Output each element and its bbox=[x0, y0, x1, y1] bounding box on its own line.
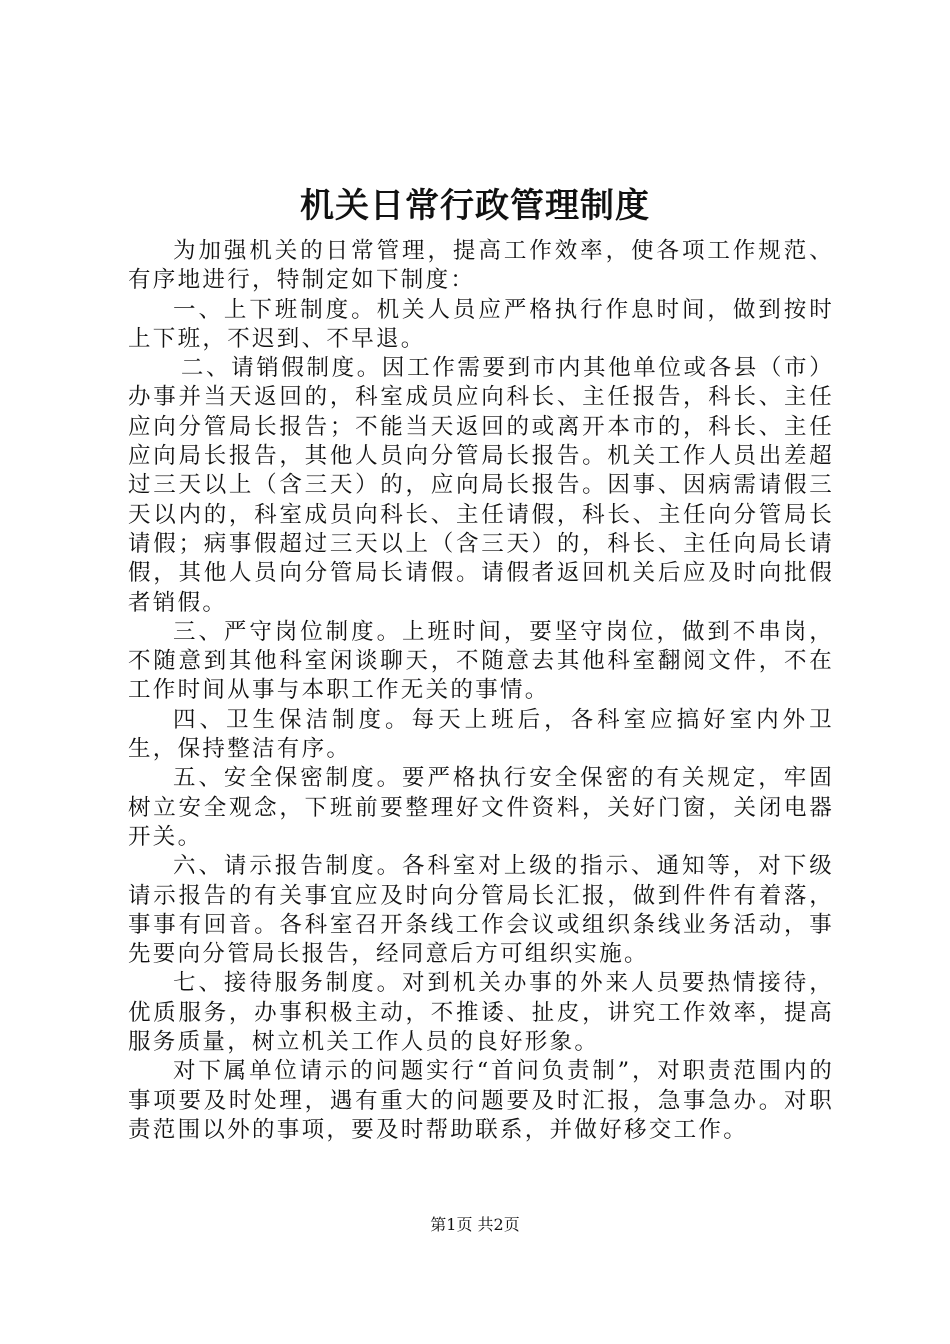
paragraph-leave-requests: 二、请销假制度。因工作需要到市内其他单位或各县（市）办事并当天返回的，科室成员应向科长、主任报告，科长、主任应向分管局长报告；不能当天返回的或离开本市的，科长、主任应向局长报告，其他人员向分管局长报告。机关工作人员出差超过三天以上（含三天）的，应向局长报告。因事、因病需请假三天以内的，科室成员向科长、主任请假，科长、主任向分管局长请假；病事假超过三天以上（含三天）的，科长、主任向局长请假，其他人员向分管局长请假。请假者返回机关后应及时向批假者销假。 bbox=[128, 355, 834, 616]
paragraph-stay-at-post: 三、严守岗位制度。上班时间，要坚守岗位，做到不串岗，不随意到其他科室闲谈聊天，不随意去其他科室翻阅文件，不在工作时间从事与本职工作无关的事情。 bbox=[128, 618, 834, 704]
paragraph-first-responsibility: 对下属单位请示的问题实行“首问负责制”，对职责范围内的事项要及时处理，遇有重大的问题要及时汇报，急事急办。对职责范围以外的事项，要及时帮助联系，并做好移交工作。 bbox=[128, 1058, 834, 1143]
document-title: 机关日常行政管理制度 bbox=[300, 186, 650, 226]
page-number-footer: 第1页 共2页 bbox=[430, 1215, 520, 1234]
paragraph-reporting: 六、请示报告制度。各科室对上级的指示、通知等，对下级请示报告的有关事宜应及时向分管局长汇报，做到件件有着落，事事有回音。各科室召开条线工作会议或组织条线业务活动，事先要向分管局长报告，经同意后方可组织实施。 bbox=[128, 853, 834, 968]
paragraph-reception: 七、接待服务制度。对到机关办事的外来人员要热情接待，优质服务，办事积极主动，不推诿、扯皮，讲究工作效率，提高服务质量，树立机关工作人员的良好形象。 bbox=[128, 970, 834, 1056]
paragraph-security: 五、安全保密制度。要严格执行安全保密的有关规定，牢固树立安全观念，下班前要整理好文件资料，关好门窗，关闭电器开关。 bbox=[128, 765, 834, 850]
document-body bbox=[128, 237, 834, 1145]
paragraph-hygiene: 四、卫生保洁制度。每天上班后，各科室应搞好室内外卫生，保持整洁有序。 bbox=[128, 706, 834, 763]
paragraph-intro: 为加强机关的日常管理，提高工作效率，使各项工作规范、有序地进行，特制定如下制度： bbox=[128, 238, 834, 294]
paragraph-work-hours: 一、上下班制度。机关人员应严格执行作息时间，做到按时上下班，不迟到、不早退。 bbox=[128, 296, 834, 352]
